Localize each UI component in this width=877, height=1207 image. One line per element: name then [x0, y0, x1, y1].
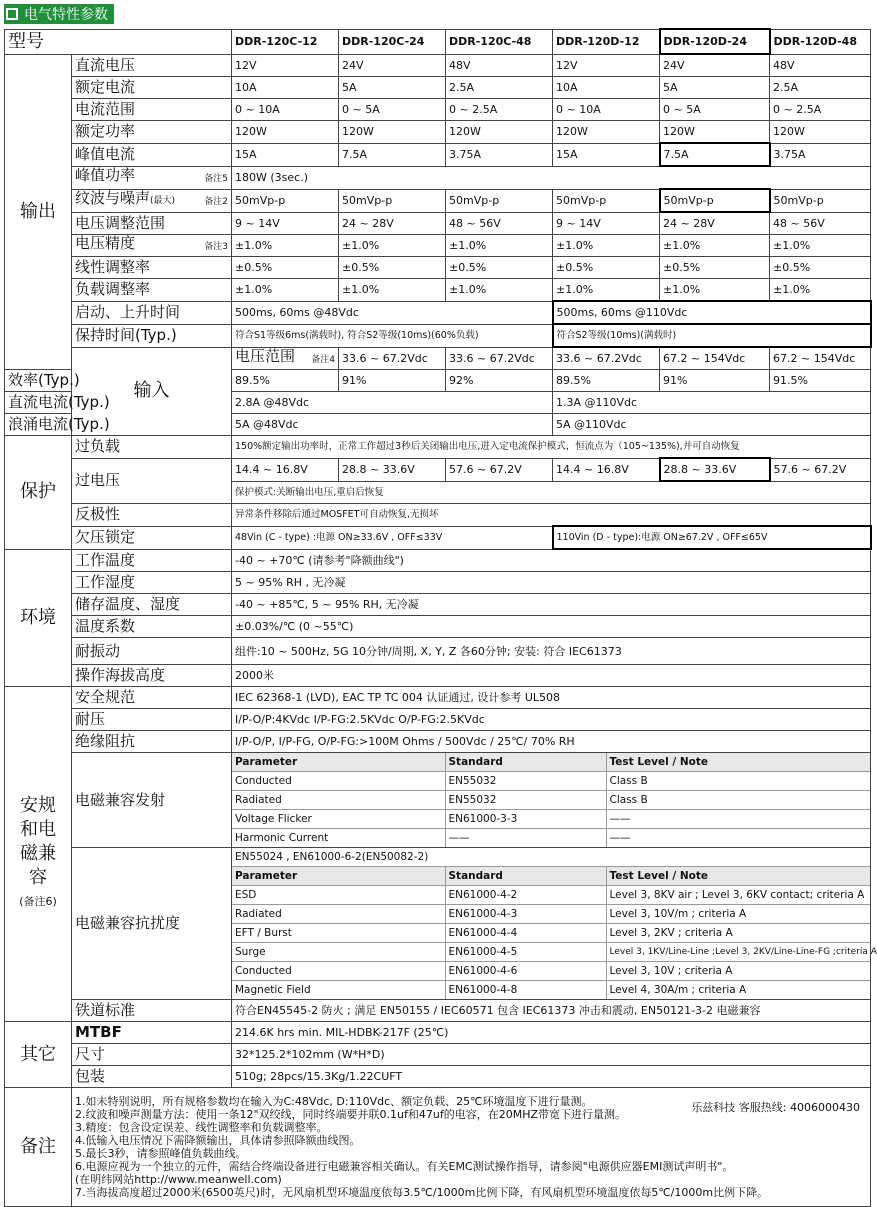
value: 50mVp-p [660, 189, 770, 212]
row-working-temp [5, 549, 871, 572]
cell: Radiated [232, 791, 445, 810]
value: 14.4 ~ 16.8V [232, 458, 339, 481]
row-rated-current [5, 77, 871, 99]
value: -40 ~ +85℃, 5 ~ 95% RH, 无冷凝 [232, 594, 871, 616]
label: 效率(Typ.) [5, 370, 72, 392]
row-temp-coeff [5, 616, 871, 638]
label: 尺寸 [72, 1044, 232, 1066]
row-mtbf [5, 1022, 871, 1044]
label: 直流电流(Typ.) [5, 392, 72, 414]
category-output: 输出 [5, 54, 72, 370]
row-altitude [5, 665, 871, 687]
label: 线性调整率 [72, 257, 232, 279]
label: MTBF [72, 1022, 232, 1044]
table-row [232, 791, 870, 810]
table-row [232, 943, 870, 962]
value: ±0.5% [660, 257, 770, 279]
value: 2000米 [232, 665, 871, 687]
value: 92% [446, 370, 553, 392]
value: 0 ~ 10A [232, 99, 339, 121]
label: 电压精度 [75, 234, 136, 252]
cell: Radiated [232, 905, 445, 924]
category-others: 其它 [5, 1022, 72, 1088]
row-overvoltage [5, 458, 871, 481]
value: 5A [339, 77, 446, 99]
value: 50mVp-p [553, 189, 660, 212]
section-title-bar [4, 4, 114, 24]
cell: EN61000-4-6 [445, 962, 606, 981]
immunity-intro-row [232, 848, 870, 867]
value: 7.5A [339, 143, 446, 166]
row-line-reg [5, 257, 871, 279]
value: 89.5% [232, 370, 339, 392]
value: 120W [339, 121, 446, 144]
row-immunity [5, 848, 871, 1000]
note: 备注2 [204, 197, 228, 207]
cell: Level 3, 2KV ; criteria A [606, 924, 870, 943]
value: 120W [770, 121, 871, 144]
label: 电压范围 [235, 346, 296, 365]
value: I/P-O/P, I/P-FG, O/P-FG:>100M Ohms / 500Vdc / 25℃/ 70% RH [232, 731, 871, 753]
label: 工作湿度 [72, 572, 232, 594]
category-notes: 备注 [5, 1088, 72, 1207]
value: 91% [339, 370, 446, 392]
model-name: DDR-120C-12 [232, 29, 339, 54]
label: 工作温度 [72, 549, 232, 572]
row-uvlo [5, 526, 871, 549]
value: 14.4 ~ 16.8V [553, 458, 660, 481]
cell: ESD [232, 886, 445, 905]
label: 储存温度、湿度 [72, 594, 232, 616]
label: 耐压 [72, 709, 232, 731]
square-icon [6, 8, 18, 20]
category-label: 安规和电磁兼容 [20, 795, 56, 888]
label: 耐振动 [72, 638, 232, 665]
row-vibration [5, 638, 871, 665]
row-voltage-tol [5, 235, 871, 257]
value: 组件:10 ~ 500Hz, 5G 10分钟/周期, X, Y, Z 各60分钟; 安装: 符合 IEC61373 [232, 638, 871, 665]
note-line: 3.精度：包含设定误差、线性调整率和负载调整率。 [75, 1121, 328, 1134]
cell: Voltage Flicker [232, 810, 445, 829]
label: 欠压锁定 [72, 526, 232, 549]
model-header-row [5, 29, 871, 54]
cell: Surge [232, 943, 445, 962]
value: 符合EN45545-2 防火 ; 满足 EN50155 / IEC60571 包含 IEC61373 冲击和震动, EN50121-3-2 电磁兼容 [232, 1000, 871, 1022]
header: Parameter [232, 867, 445, 886]
model-name: DDR-120C-24 [339, 29, 446, 54]
value: 28.8 ~ 33.6V [339, 458, 446, 481]
value: ±1.0% [446, 235, 553, 257]
header: Test Level / Note [606, 753, 870, 772]
model-name: DDR-120D-24 [660, 29, 770, 54]
value: 0 ~ 2.5A [446, 99, 553, 121]
value: 7.5A [660, 143, 770, 166]
value: 50mVp-p [446, 189, 553, 212]
table-row [232, 886, 870, 905]
value-c: 48Vin (C - type) :电源 ON≥33.6V , OFF≤33V [232, 526, 553, 549]
cell: —— [606, 810, 870, 829]
value: 150%额定输出功率时，正常工作超过3秒后关闭输出电压,进入定电流保护模式，恒流点为（105~135%),并可自动恢复 [232, 436, 871, 459]
label: 铁道标准 [72, 1000, 232, 1022]
value-d: 110Vin (D - type):电源 ON≥67.2V , OFF≤65V [553, 526, 871, 549]
value-d: 1.3A @110Vdc [553, 392, 871, 414]
category-input: 输入 [72, 347, 232, 436]
label-cell [232, 347, 339, 370]
value: ±0.5% [446, 257, 553, 279]
immunity-table-cell [232, 848, 877, 1000]
row-working-humidity [5, 572, 871, 594]
intro: EN55024 , EN61000-6-2(EN50082-2) [235, 850, 429, 863]
value: ±0.5% [553, 257, 660, 279]
value: ±1.0% [553, 235, 660, 257]
row-current-range [5, 99, 871, 121]
value: 24V [339, 54, 446, 77]
label: 安全规范 [72, 687, 232, 709]
cell: EN55032 [445, 772, 606, 791]
value: ±0.5% [339, 257, 446, 279]
cell: EN61000-4-3 [445, 905, 606, 924]
cell: Level 3, 8KV air ; Level 3, 6KV contact; criteria A [606, 886, 870, 905]
value-d: 符合S2等级(10ms)(满载时) [553, 324, 871, 347]
table-row [232, 905, 870, 924]
label: 反极性 [72, 504, 232, 527]
value: 48 ~ 56V [770, 212, 871, 235]
value: 67.2 ~ 154Vdc [660, 347, 770, 370]
row-isolation [5, 731, 871, 753]
value: ±1.0% [446, 279, 553, 302]
value: ±1.0% [660, 235, 770, 257]
value: 3.75A [446, 143, 553, 166]
cell: Level 4, 30A/m ; criteria A [606, 981, 870, 1000]
value: 33.6 ~ 67.2Vdc [446, 347, 553, 370]
note-line: 6.电源应视为一个独立的元件，需结合终端设备进行电磁兼容相关确认。有关EMC测试操作指导，请参阅"电源供应器EMI测试声明书"。 [75, 1160, 734, 1173]
model-name: DDR-120D-12 [553, 29, 660, 54]
value: 120W [232, 121, 339, 144]
note-line: (在明纬网站http://www.meanwell.com) [75, 1173, 282, 1186]
note: 备注5 [204, 174, 228, 184]
value: 9 ~ 14V [553, 212, 660, 235]
header: Standard [445, 753, 606, 772]
label-cell [72, 189, 232, 212]
row-reverse [5, 504, 871, 527]
row-storage [5, 594, 871, 616]
value: 33.6 ~ 67.2Vdc [553, 347, 660, 370]
value-c: 500ms, 60ms @48Vdc [232, 301, 553, 324]
note-line: 5.最长3秒，请参照峰值负载曲线。 [75, 1147, 247, 1160]
label-cell [72, 235, 232, 257]
label-cell [72, 166, 232, 189]
value: ±1.0% [232, 279, 339, 302]
section-title: 电气特性参数 [24, 7, 108, 23]
label: 温度系数 [72, 616, 232, 638]
label: 过电压 [72, 458, 232, 504]
value: 28.8 ~ 33.6V [660, 458, 770, 481]
value: 12V [232, 54, 339, 77]
label: 峰值电流 [72, 143, 232, 166]
row-rated-power [5, 121, 871, 144]
cell: Level 3, 10V/m ; criteria A [606, 905, 870, 924]
label: 额定电流 [72, 77, 232, 99]
value-c: 5A @48Vdc [232, 414, 553, 436]
header: Parameter [232, 753, 445, 772]
value: 10A [553, 77, 660, 99]
table-row [232, 981, 870, 1000]
value-d: 5A @110Vdc [553, 414, 871, 436]
value: 保护模式:关断输出电压,重启后恢复 [232, 481, 871, 504]
note-line: 7.当海拔高度超过2000米(6500英尺)时，无风扇机型环境温度依每3.5℃/1000m比例下降，有风扇机型环境温度依每5℃/1000m比例下降。 [75, 1186, 769, 1199]
value: 48 ~ 56V [446, 212, 553, 235]
value: 180W (3sec.) [232, 166, 871, 189]
label: 电磁兼容抗扰度 [72, 848, 232, 1000]
value: 50mVp-p [339, 189, 446, 212]
cell: EN61000-3-3 [445, 810, 606, 829]
row-input-voltage [5, 347, 871, 370]
value: 48V [446, 54, 553, 77]
value-c: 2.8A @48Vdc [232, 392, 553, 414]
cell: Harmonic Current [232, 829, 445, 848]
value: 57.6 ~ 67.2V [446, 458, 553, 481]
row-peak-power [5, 166, 871, 189]
value: 15A [553, 143, 660, 166]
value: 3.75A [770, 143, 871, 166]
value: 12V [553, 54, 660, 77]
value: -40 ~ +70℃ (请参考"降额曲线") [232, 549, 871, 572]
row-dc-voltage [5, 54, 871, 77]
cell: Conducted [232, 772, 445, 791]
value: 24 ~ 28V [339, 212, 446, 235]
cell: EN61000-4-5 [445, 943, 606, 962]
row-emission [5, 753, 871, 848]
note-line: 1.如未特别说明，所有规格参数均在输入为C:48Vdc, D:110Vdc、额定负载、25℃环境温度下进行量测。 [75, 1095, 593, 1108]
cell: EN61000-4-2 [445, 886, 606, 905]
value: 0 ~ 5A [339, 99, 446, 121]
value: 24 ~ 28V [660, 212, 770, 235]
label: 额定功率 [72, 121, 232, 144]
note: 备注3 [204, 242, 228, 252]
row-peak-current [5, 143, 871, 166]
cell: Class B [606, 772, 870, 791]
label-small: (最大) [150, 196, 176, 206]
label: 绝缘阻抗 [72, 731, 232, 753]
value: 9 ~ 14V [232, 212, 339, 235]
row-overload [5, 436, 871, 459]
value: ±1.0% [770, 235, 871, 257]
value: ±1.0% [339, 279, 446, 302]
value: ±1.0% [553, 279, 660, 302]
row-ripple [5, 189, 871, 212]
value: 120W [553, 121, 660, 144]
value: 0 ~ 2.5A [770, 99, 871, 121]
table-row [232, 962, 870, 981]
header: Standard [445, 867, 606, 886]
spec-table [4, 28, 877, 1207]
cell: Magnetic Field [232, 981, 445, 1000]
value: 10A [232, 77, 339, 99]
value: 异常条件移除后通过MOSFET可自动恢复,无损坏 [232, 504, 871, 527]
value: 5A [660, 77, 770, 99]
hotline-text: 乐兹科技 客服热线: 4006000430 [691, 1101, 860, 1114]
value: 50mVp-p [232, 189, 339, 212]
label: 电磁兼容发射 [72, 753, 232, 848]
category-safety-emc [5, 687, 72, 1022]
label: 包装 [72, 1066, 232, 1088]
row-load-reg [5, 279, 871, 302]
value: ±1.0% [339, 235, 446, 257]
model-name: DDR-120D-48 [770, 29, 871, 54]
table-row [232, 772, 870, 791]
value: 120W [446, 121, 553, 144]
value: 57.6 ~ 67.2V [770, 458, 871, 481]
value: 214.6K hrs min. MIL-HDBK-217F (25℃) [232, 1022, 871, 1044]
value-d: 500ms, 60ms @110Vdc [553, 301, 871, 324]
note-line: 4.低输入电压情况下需降额输出，具体请参照降额曲线图。 [75, 1134, 361, 1147]
value: 120W [660, 121, 770, 144]
table-row [232, 924, 870, 943]
value: 15A [232, 143, 339, 166]
row-setup-rise [5, 301, 871, 324]
value: 89.5% [553, 370, 660, 392]
row-hold-up [5, 324, 871, 347]
header: Test Level / Note [606, 867, 870, 886]
label: 峰值功率 [75, 166, 136, 184]
table-header [232, 753, 870, 772]
value: 67.2 ~ 154Vdc [770, 347, 871, 370]
value: ±1.0% [232, 235, 339, 257]
value: I/P-O/P:4KVdc I/P-FG:2.5KVdc O/P-FG:2.5KVdc [232, 709, 871, 731]
table-row [232, 829, 870, 848]
emission-table [232, 753, 870, 847]
value: 510g; 28pcs/15.3Kg/1.22CUFT [232, 1066, 871, 1088]
cell: EN61000-4-8 [445, 981, 606, 1000]
immunity-table [232, 848, 877, 999]
note-line: 2.纹波和噪声测量方法：使用一条12"双绞线，同时终端要并联0.1uf和47uf的电容，在20MHZ带宽下进行量测。 [75, 1108, 627, 1121]
value: 32*125.2*102mm (W*H*D) [232, 1044, 871, 1066]
cell: Level 3, 1KV/Line-Line ;Level 3, 2KV/Line-Line-FG ;criteria A [606, 943, 870, 962]
value: 0 ~ 5A [660, 99, 770, 121]
row-railway [5, 1000, 871, 1022]
value: 24V [660, 54, 770, 77]
value-c: 符合S1等级6ms(满载时), 符合S2等级(10ms)(60%负载) [232, 324, 553, 347]
label: 电流范围 [72, 99, 232, 121]
label: 启动、上升时间 [72, 301, 232, 324]
label: 保持时间(Typ.) [72, 324, 232, 347]
cell: —— [445, 829, 606, 848]
label: 负载调整率 [72, 279, 232, 302]
value: 48V [770, 54, 871, 77]
value: 91% [660, 370, 770, 392]
table-row [232, 810, 870, 829]
model-label: 型号 [5, 29, 232, 54]
value: 33.6 ~ 67.2Vdc [339, 347, 446, 370]
cell: EN55032 [445, 791, 606, 810]
value: 2.5A [446, 77, 553, 99]
value: ±1.0% [770, 279, 871, 302]
label: 浪涌电流(Typ.) [5, 414, 72, 436]
value: ±0.5% [770, 257, 871, 279]
label: 直流电压 [72, 54, 232, 77]
row-dimension [5, 1044, 871, 1066]
cell: Class B [606, 791, 870, 810]
category-environment: 环境 [5, 549, 72, 687]
value: 2.5A [770, 77, 871, 99]
value: IEC 62368-1 (LVD), EAC TP TC 004 认证通过, 设计参考 UL508 [232, 687, 871, 709]
row-withstand [5, 709, 871, 731]
table-header [232, 867, 870, 886]
category-protection: 保护 [5, 436, 72, 550]
row-safety [5, 687, 871, 709]
value: 50mVp-p [770, 189, 871, 212]
note: 备注4 [311, 354, 335, 365]
value: 91.5% [770, 370, 871, 392]
label: 过负载 [72, 436, 232, 459]
cell: EN61000-4-4 [445, 924, 606, 943]
model-name: DDR-120C-48 [446, 29, 553, 54]
value: ±0.03%/℃ (0 ~55℃) [232, 616, 871, 638]
category-note: (备注6) [19, 895, 57, 908]
label: 电压调整范围 [72, 212, 232, 235]
value: 5 ~ 95% RH , 无冷凝 [232, 572, 871, 594]
cell: EFT / Burst [232, 924, 445, 943]
value: 0 ~ 10A [553, 99, 660, 121]
cell: Conducted [232, 962, 445, 981]
row-packing [5, 1066, 871, 1088]
label: 纹波与噪声 [75, 189, 151, 207]
value: ±1.0% [660, 279, 770, 302]
label: 操作海拔高度 [72, 665, 232, 687]
emission-table-cell [232, 753, 871, 848]
row-voltage-adj [5, 212, 871, 235]
cell: Level 3, 10V ; criteria A [606, 962, 870, 981]
value: ±0.5% [232, 257, 339, 279]
cell: —— [606, 829, 870, 848]
